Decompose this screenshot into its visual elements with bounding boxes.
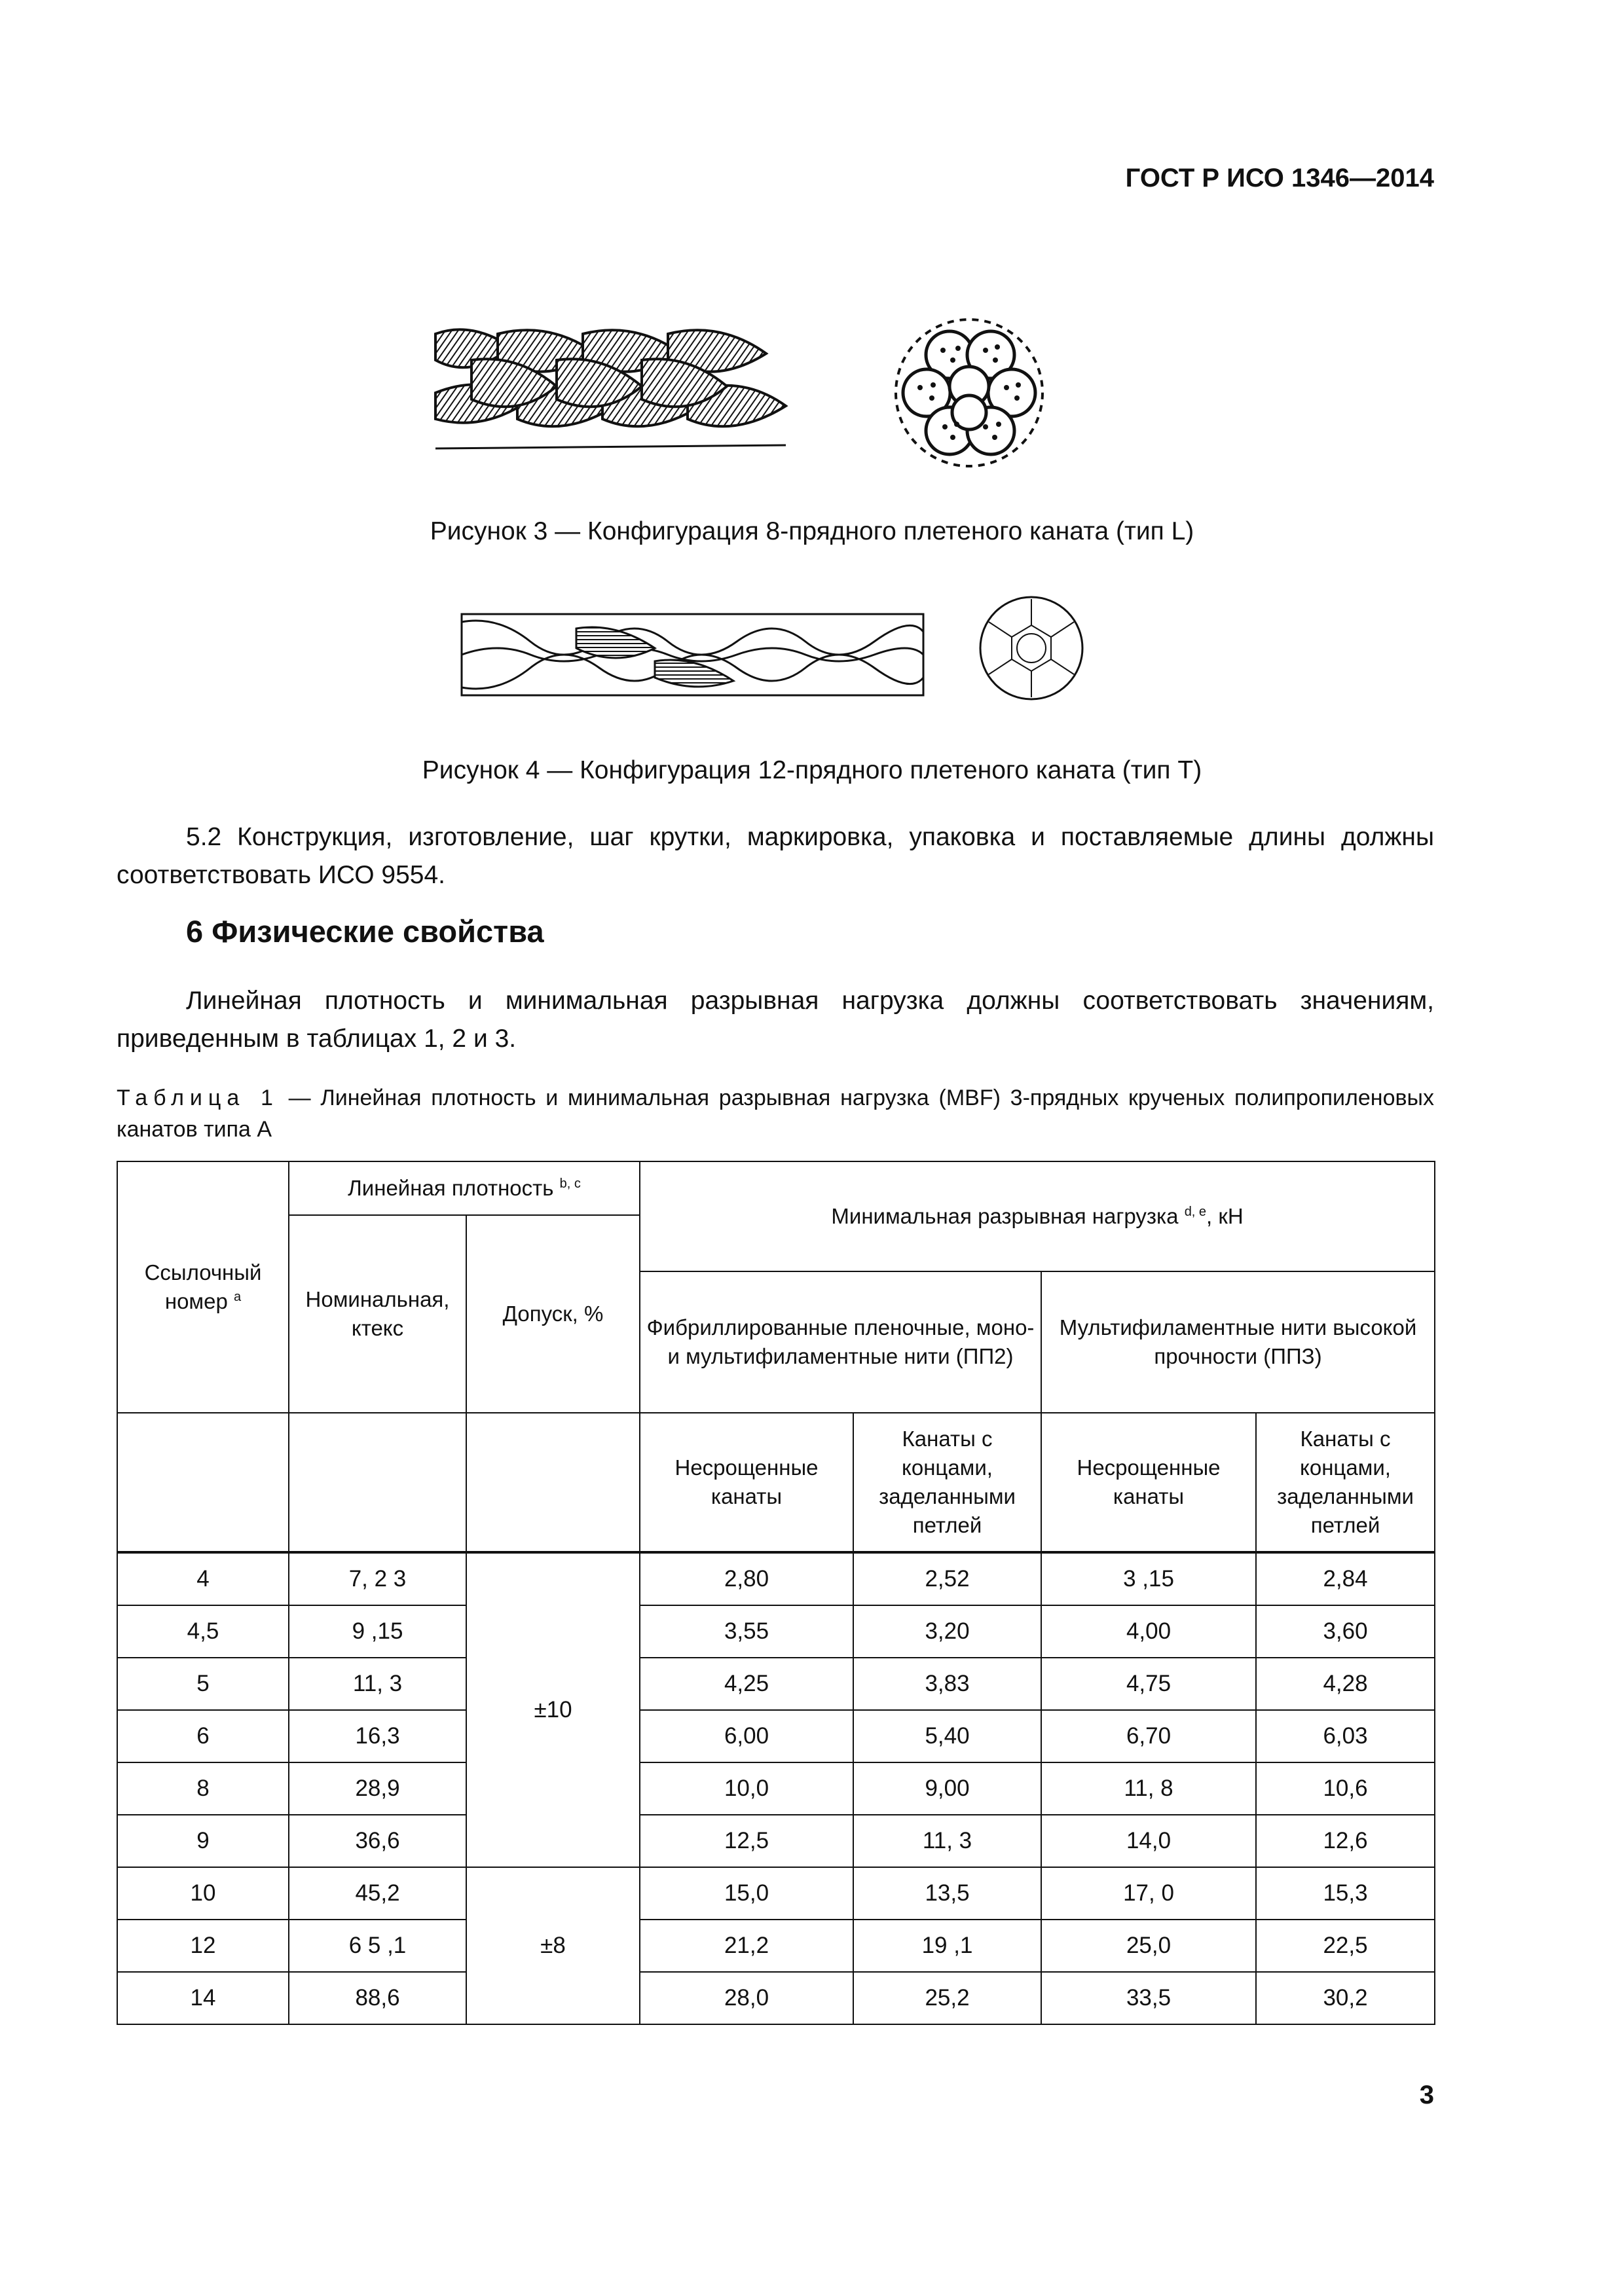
table-1-caption <box>117 1082 1434 1145</box>
table-row: 10 45,2 ±8 15,0 13,5 17, 0 15,3 <box>117 1867 1435 1920</box>
paragraph-5-2: 5.2 Конструкция, изготовление, шаг крутки, маркировка, упаковка и поставляемые длины должны соответствовать ИСО 9554. <box>117 823 1434 889</box>
col-header-ref-number: Ссылочный номер $^a$ <box>117 1161 289 1413</box>
table-caption-text: — Линейная плотность и минимальная разрывная нагрузка (MBF) 3-прядных крученых полипропиленовых канатов типа А <box>117 1085 1434 1142</box>
col-header-pp2: Фибриллированные пленочные, моно- и мультифиламентные нити (ПП2) <box>640 1271 1041 1413</box>
table-row: 4,5 9 ,15 3,55 3,20 4,00 3,60 <box>117 1605 1435 1658</box>
table-row: 14 88,6 28,0 25,2 33,5 30,2 <box>117 1972 1435 2024</box>
tolerance-group-1: ±10 <box>466 1552 640 1867</box>
col-header-pp3-unspliced: Несрощенные канаты <box>1041 1413 1256 1552</box>
col-header-pp3: Мультифиламентные нити высокой прочности (ППЗ) <box>1041 1271 1435 1413</box>
figure-3-caption: Рисунок 3 — Конфигурация 8-прядного плетеного каната (тип L) <box>430 517 1194 545</box>
braided-rope-8-strand-image <box>432 321 792 452</box>
table-row: 8 28,9 10,0 9,00 11, 8 10,6 <box>117 1762 1435 1815</box>
figure-4-caption: Рисунок 4 — Конфигурация 12-прядного плетеного каната (тип T) <box>422 756 1202 784</box>
document-code: ГОСТ Р ИСО 1346—2014 <box>1125 164 1434 192</box>
table-row: 12 6 5 ,1 21,2 19 ,1 25,0 22,5 <box>117 1920 1435 1972</box>
page-number: 3 <box>1419 2081 1434 2109</box>
rope-8-strand-cross-section-image <box>887 314 1051 471</box>
tolerance-group-2: ±8 <box>466 1867 640 2024</box>
table-caption-label: Таблица 1 <box>117 1085 279 1110</box>
paragraph-6: Линейная плотность и минимальная разрывная нагрузка должны соответствовать значениям, приведенным в таблицах 1, 2 и 3. <box>117 987 1434 1053</box>
col-header-linear-density: Линейная плотность $^{b, c}$ <box>289 1161 640 1215</box>
section-heading: 6 Физические свойства <box>186 914 544 949</box>
col-header-nominal: Номинальная, ктекс <box>289 1215 466 1413</box>
table-row: 9 36,6 12,5 11, 3 14,0 12,6 <box>117 1815 1435 1867</box>
table-row: 6 16,3 6,00 5,40 6,70 6,03 <box>117 1710 1435 1762</box>
braided-rope-12-strand-image <box>458 602 930 707</box>
rope-12-strand-cross-section-image <box>976 592 1087 704</box>
table-row: 5 11, 3 4,25 3,83 4,75 4,28 <box>117 1658 1435 1710</box>
col-header-pp2-spliced: Канаты с концами, заделанными петлей <box>853 1413 1041 1552</box>
col-header-pp3-spliced: Канаты с концами, заделанными петлей <box>1256 1413 1435 1552</box>
col-header-mbf: Минимальная разрывная нагрузка $^{d, e}$, кН <box>640 1161 1435 1271</box>
table-1 <box>117 1161 1435 2025</box>
table-row: 4 7, 2 3 ±10 2,80 2,52 3 ,15 2,84 <box>117 1552 1435 1605</box>
col-header-pp2-unspliced: Несрощенные канаты <box>640 1413 853 1552</box>
col-header-tolerance: Допуск, % <box>466 1215 640 1413</box>
